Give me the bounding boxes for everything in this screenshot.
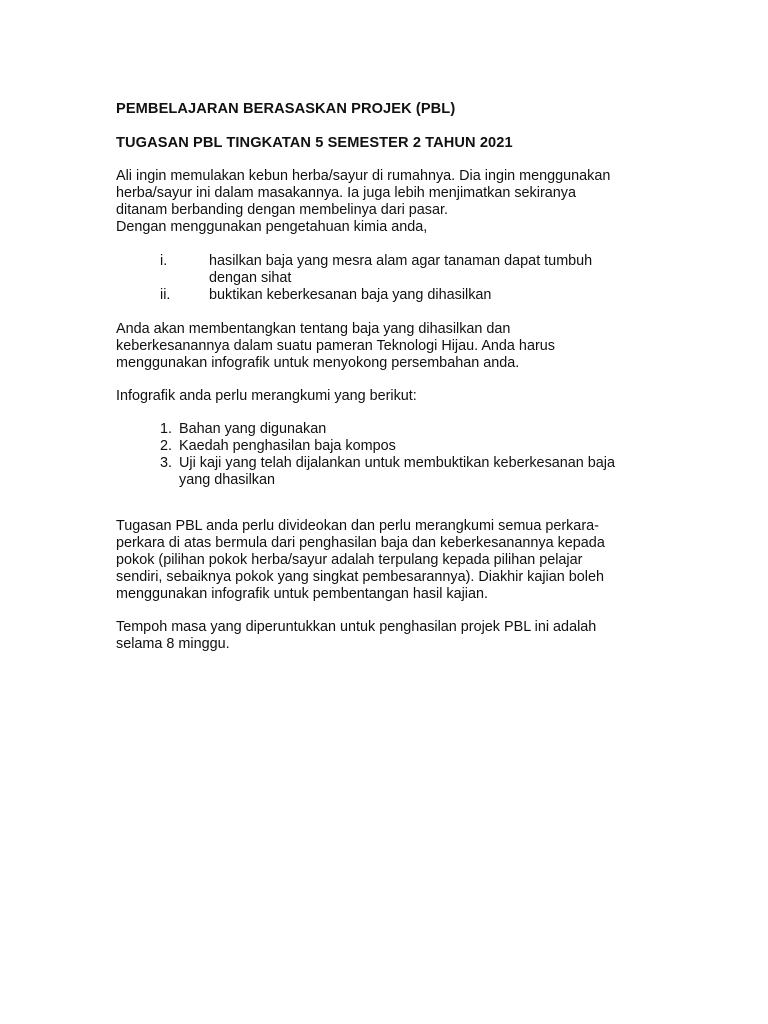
video-line: menggunakan infografik untuk pembentangan hasil kajian. xyxy=(116,586,489,602)
duration-line: selama 8 minggu. xyxy=(116,636,230,652)
infographic-text xyxy=(179,438,396,455)
infographic-text xyxy=(179,455,615,489)
infographic-marker: 1. xyxy=(160,421,173,437)
infographic-marker: 3. xyxy=(160,455,173,471)
infographic-intro-line: Infografik anda perlu merangkumi yang berikut: xyxy=(116,388,417,404)
video-line: Tugasan PBL anda perlu divideokan dan perlu merangkumi semua perkara- xyxy=(116,518,599,534)
document-subtitle: TUGASAN PBL TINGKATAN 5 SEMESTER 2 TAHUN 2021 xyxy=(116,135,513,151)
intro-line: herba/sayur ini dalam masakannya. Ia juga lebih menjimatkan sekiranya xyxy=(116,185,576,201)
task-line: buktikan keberkesanan baja yang dihasilkan xyxy=(209,287,492,303)
task-text xyxy=(209,287,491,304)
presentation-line: keberkesanannya dalam suatu pameran Teknologi Hijau. Anda harus xyxy=(116,338,555,354)
task-marker: i. xyxy=(160,253,168,269)
document-title: PEMBELAJARAN BERASASKAN PROJEK (PBL) xyxy=(116,101,456,117)
task-text xyxy=(209,253,592,287)
infographic-line: Uji kaji yang telah dijalankan untuk membuktikan keberkesanan baja xyxy=(179,455,615,471)
infographic-text xyxy=(179,421,326,438)
presentation-line: Anda akan membentangkan tentang baja yang dihasilkan dan xyxy=(116,321,511,337)
video-line: sendiri, sebaiknya pokok yang singkat pembesarannya). Diakhir kajian boleh xyxy=(116,569,604,585)
infographic-intro xyxy=(116,388,676,405)
duration-line: Tempoh masa yang diperuntukkan untuk penghasilan projek PBL ini adalah xyxy=(116,619,597,635)
video-paragraph xyxy=(116,518,676,603)
intro-line: Ali ingin memulakan kebun herba/sayur di rumahnya. Dia ingin menggunakan xyxy=(116,168,611,184)
presentation-line: menggunakan infografik untuk menyokong persembahan anda. xyxy=(116,355,520,371)
task-line: dengan sihat xyxy=(209,270,292,286)
infographic-line: Bahan yang digunakan xyxy=(179,421,327,437)
infographic-line: Kaedah penghasilan baja kompos xyxy=(179,438,396,454)
video-line: pokok (pilihan pokok herba/sayur adalah terpulang kepada pilihan pelajar xyxy=(116,552,583,568)
duration-paragraph xyxy=(116,619,676,653)
intro-line: Dengan menggunakan pengetahuan kimia anda, xyxy=(116,219,428,235)
intro-paragraph xyxy=(116,168,676,236)
video-line: perkara di atas bermula dari penghasilan baja dan keberkesanannya kepada xyxy=(116,535,605,551)
presentation-paragraph xyxy=(116,321,676,372)
task-line: hasilkan baja yang mesra alam agar tanaman dapat tumbuh xyxy=(209,253,593,269)
intro-line: ditanam berbanding dengan membelinya dari pasar. xyxy=(116,202,449,218)
infographic-line: yang dhasilkan xyxy=(179,472,276,488)
infographic-marker: 2. xyxy=(160,438,173,454)
task-marker: ii. xyxy=(160,287,171,303)
